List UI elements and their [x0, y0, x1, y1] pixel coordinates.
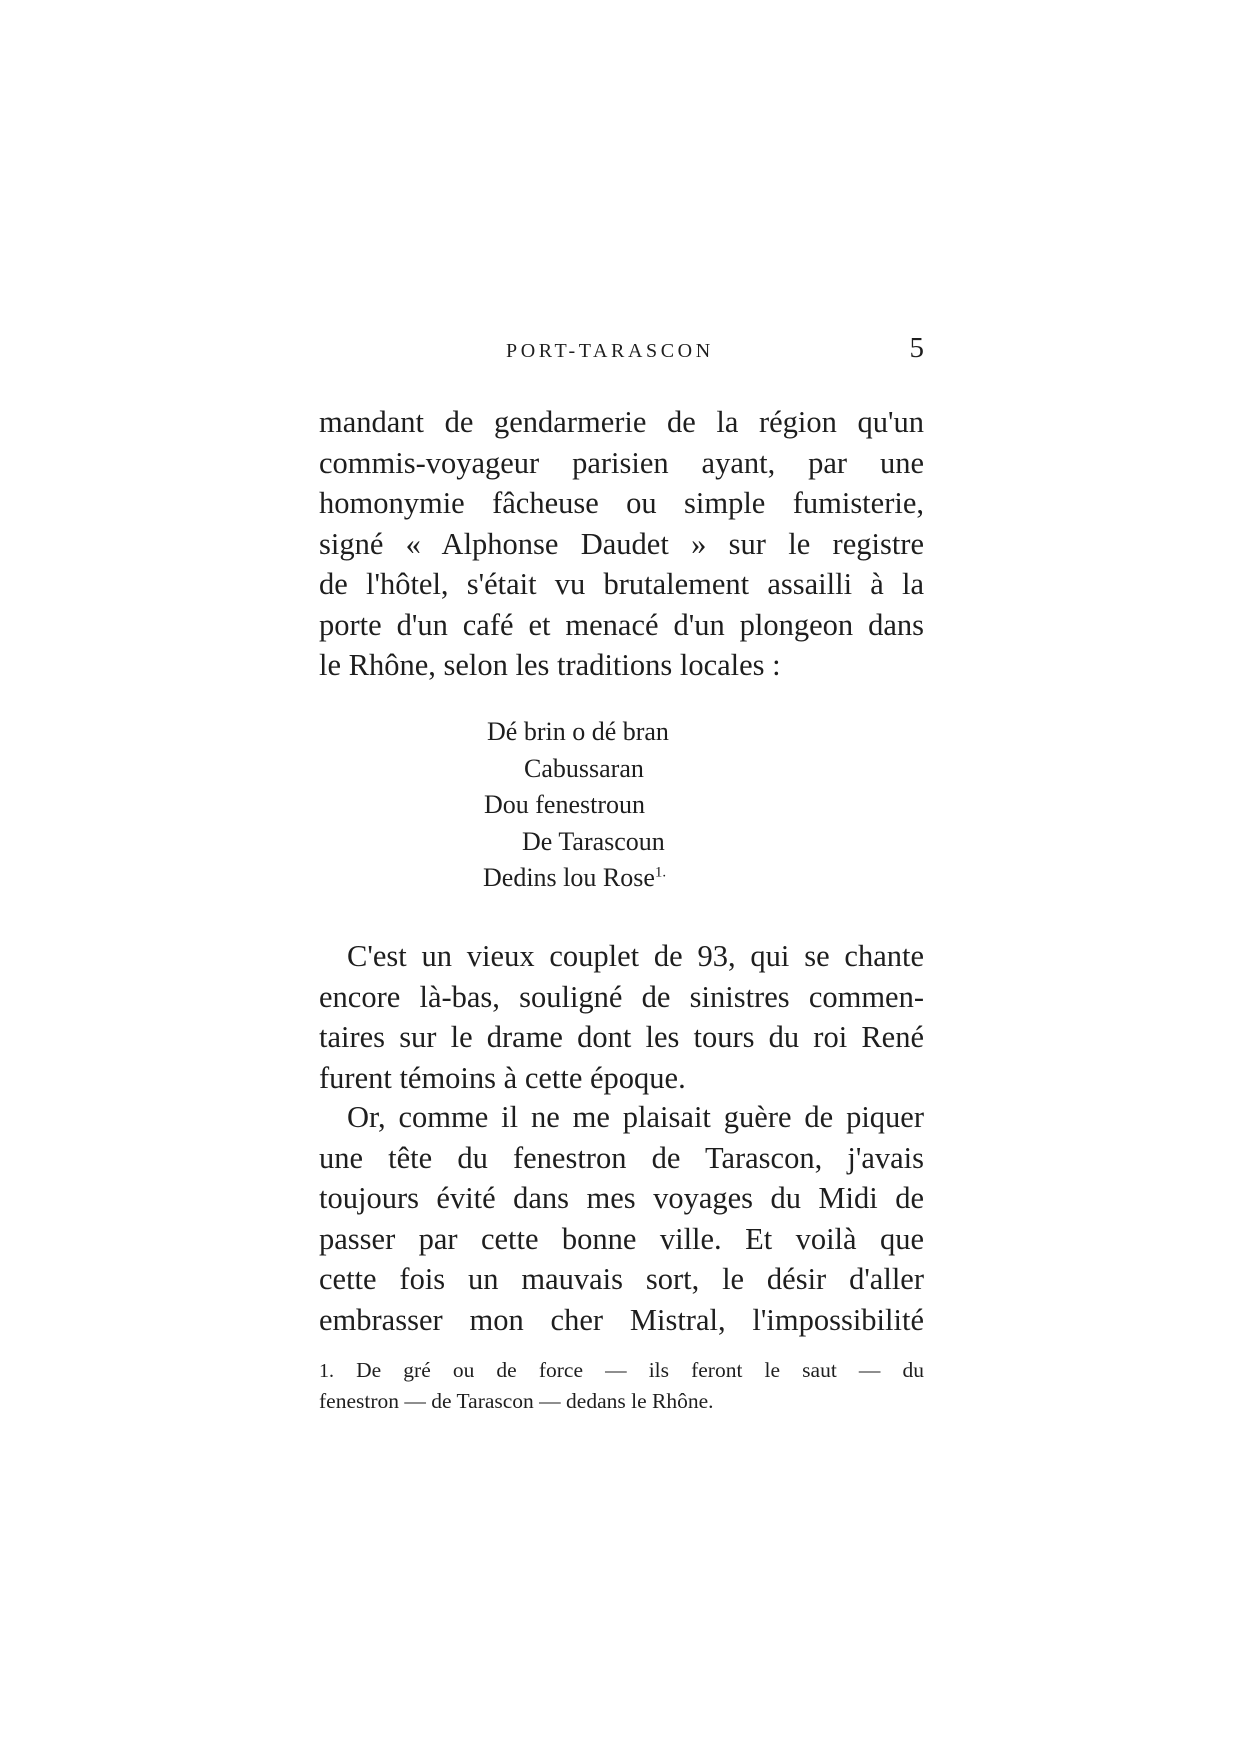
text-line: signé « Alphonse Daudet » sur le registre [319, 526, 924, 561]
verse-line-with-footnote [319, 860, 924, 897]
book-page [319, 0, 924, 1754]
text-line: taires sur le drame dont les tours du roi René [319, 1020, 924, 1054]
paragraph [319, 1097, 924, 1340]
text-line: commis-voyageur parisien ayant, par une [319, 445, 924, 480]
text-line: cette fois un mauvais sort, le désir d'aller [319, 1262, 924, 1296]
text-line: porte d'un café et menacé d'un plongeon dans [319, 607, 924, 642]
footnote-line: fenestron — de Tarascon — dedans le Rhône. [319, 1389, 714, 1413]
paragraph-continuation [319, 402, 924, 686]
text-line: le Rhône, selon les traditions locales : [319, 648, 781, 682]
text-line: toujours évité dans mes voyages du Midi de [319, 1181, 924, 1215]
text-line: furent témoins à cette époque. [319, 1060, 686, 1095]
text-line: mandant de gendarmerie de la région qu'un [319, 405, 924, 439]
footnote-text: De gré ou de force — ils feront le saut — du [356, 1358, 924, 1382]
verse-couplet [319, 714, 924, 897]
text-line: passer par cette bonne ville. Et voilà que [319, 1221, 924, 1256]
footnote-number: 1. [319, 1360, 334, 1382]
verse-line: Cabussaran [524, 753, 644, 783]
footnote [319, 1355, 924, 1416]
text-line: de l'hôtel, s'était vu brutalement assailli à la [319, 567, 924, 601]
running-head [319, 330, 924, 374]
text-line: une tête du fenestron de Tarascon, j'avais [319, 1140, 924, 1175]
text-line: encore là-bas, souligné de sinistres commen- [319, 979, 924, 1014]
text-line: embrasser mon cher Mistral, l'impossibilité [319, 1302, 924, 1337]
page-number: 5 [909, 332, 924, 364]
verse-line: Dé brin o dé bran [487, 717, 669, 746]
verse-line: De Tarascoun [522, 826, 665, 856]
paragraph [319, 936, 924, 1098]
footnote-line [319, 1355, 924, 1386]
verse-line-text: Dedins lou Rose [483, 863, 655, 892]
verse-line: Dou fenestroun [484, 790, 646, 819]
text-line: Or, comme il ne me plaisait guère de piquer [347, 1100, 924, 1134]
text-line: homonymie fâcheuse ou simple fumisterie, [319, 486, 924, 520]
footnote-reference: 1. [654, 864, 667, 881]
text-line: C'est un vieux couplet de 93, qui se chante [347, 939, 924, 973]
running-title: PORT-TARASCON [506, 340, 714, 362]
